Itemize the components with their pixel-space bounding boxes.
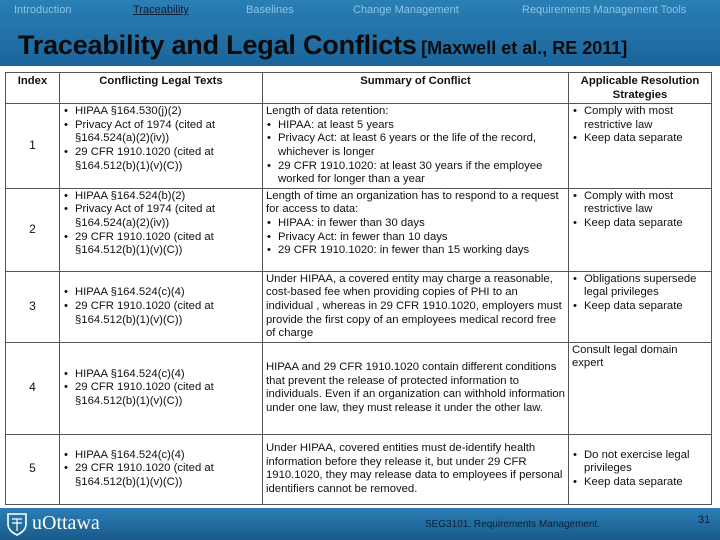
legal-texts-cell: [60, 342, 263, 434]
legal-text-item: • Privacy Act of 1974 (cited at §164.524(a)(2)(iv)): [63, 119, 259, 146]
summary-item: • HIPAA: in fewer than 30 days: [266, 217, 565, 231]
legal-conflicts-table: [5, 72, 712, 505]
legal-text-item: • 29 CFR 1910.1020 (cited at §164.512(b)(1)(v)(C)): [63, 381, 259, 408]
table-row: [6, 271, 712, 342]
row-index: 2: [6, 188, 60, 271]
legal-texts-cell: [60, 271, 263, 342]
legal-text-item: • HIPAA §164.524(c)(4): [63, 286, 259, 300]
legal-texts-cell: [60, 434, 263, 504]
nav-baselines[interactable]: Baselines: [246, 4, 294, 16]
strategy-item: • Keep data separate: [572, 300, 708, 314]
row-index: 1: [6, 104, 60, 189]
legal-texts-cell: [60, 188, 263, 271]
legal-text-item: • 29 CFR 1910.1020 (cited at §164.512(b)(1)(v)(C)): [63, 146, 259, 173]
summary-text: Length of data retention:: [266, 105, 389, 118]
table-row: [6, 342, 712, 434]
strategies-cell: [569, 434, 712, 504]
table-header-row: [6, 73, 712, 104]
legal-text-item: • 29 CFR 1910.1020 (cited at §164.512(b)(1)(v)(C)): [63, 462, 259, 489]
legal-text-item: • 29 CFR 1910.1020 (cited at §164.512(b)(1)(v)(C)): [63, 231, 259, 258]
strategy-item: • Keep data separate: [572, 476, 708, 490]
legal-text-item: • HIPAA §164.524(b)(2): [63, 190, 259, 204]
header-summary-of-conflict: Summary of Conflict: [263, 73, 569, 104]
strategy-item: • Keep data separate: [572, 132, 708, 146]
legal-text-item: • HIPAA §164.524(c)(4): [63, 449, 259, 463]
table-row: [6, 434, 712, 504]
strategies-cell: [569, 188, 712, 271]
section-nav: [0, 0, 720, 22]
legal-text-item: • HIPAA §164.524(c)(4): [63, 368, 259, 382]
slide-footer: [0, 508, 720, 540]
header-index: Index: [6, 73, 60, 104]
summary-cell: [263, 271, 569, 342]
nav-traceability[interactable]: Traceability: [133, 4, 189, 16]
strategy-item: • Comply with most restrictive law: [572, 190, 708, 217]
legal-texts-cell: [60, 104, 263, 189]
slide-title: [18, 30, 627, 61]
summary-cell: [263, 188, 569, 271]
legal-text-item: • 29 CFR 1910.1020 (cited at §164.512(b)(1)(v)(C)): [63, 300, 259, 327]
page-number: 31: [698, 514, 711, 526]
uottawa-shield-icon: [6, 512, 28, 536]
summary-text: Under HIPAA, a covered entity may charge a reasonable, cost-based fee when providing copies of PHI to an individual , whereas in 29 CFR 1910.1020, employers must provide the first copy of an employees medical record free of charge: [266, 272, 562, 340]
row-index: 3: [6, 271, 60, 342]
summary-cell: [263, 104, 569, 189]
strategy-item: • Keep data separate: [572, 217, 708, 231]
row-index: 5: [6, 434, 60, 504]
uottawa-logo: uOttawa: [32, 512, 100, 534]
summary-item: • 29 CFR 1910.1020: in fewer than 15 working days: [266, 244, 565, 258]
title-main: Traceability and Legal Conflicts: [18, 30, 417, 60]
header-conflicting-legal-texts: Conflicting Legal Texts: [60, 73, 263, 104]
strategy-item: • Comply with most restrictive law: [572, 105, 708, 132]
strategies-cell: [569, 271, 712, 342]
legal-text-item: • HIPAA §164.530(j)(2): [63, 105, 259, 119]
nav-change-management[interactable]: Change Management: [353, 4, 459, 16]
summary-text: Under HIPAA, covered entities must de-identify health information before they release it, but under 29 CFR 1910.1020, they may release data to employees if personal identifiers cannot be removed.: [266, 442, 563, 495]
summary-item: • Privacy Act: in fewer than 10 days: [266, 231, 565, 245]
nav-requirements-management-tools[interactable]: Requirements Management Tools: [522, 4, 687, 16]
slide-header: [0, 0, 720, 66]
summary-cell: [263, 342, 569, 434]
summary-text: HIPAA and 29 CFR 1910.1020 contain different conditions that prevent the release of protected information to individuals. Even if an organization can withhold information under one law, they must release it under the other law.: [266, 361, 565, 414]
strategy-item: • Do not exercise legal privileges: [572, 449, 708, 476]
title-citation: [Maxwell et al., RE 2011]: [421, 38, 628, 58]
summary-item: • HIPAA: at least 5 years: [266, 119, 565, 133]
header-resolution-strategies: Applicable Resolution Strategies: [569, 73, 712, 104]
strategy-text: Consult legal domain expert: [572, 343, 678, 370]
summary-item: • 29 CFR 1910.1020: at least 30 years if the employee worked for longer than a year: [266, 160, 565, 187]
table-row: [6, 188, 712, 271]
row-index: 4: [6, 342, 60, 434]
summary-text: Length of time an organization has to respond to a request for access to data:: [266, 189, 559, 216]
strategies-cell: [569, 104, 712, 189]
strategies-cell: [569, 342, 712, 434]
summary-item: • Privacy Act: at least 6 years or the life of the record, whichever is longer: [266, 132, 565, 159]
legal-text-item: • Privacy Act of 1974 (cited at §164.524(a)(2)(iv)): [63, 203, 259, 230]
course-label: SEG3101. Requirements Management.: [425, 519, 601, 530]
nav-introduction[interactable]: Introduction: [14, 4, 72, 16]
summary-cell: [263, 434, 569, 504]
table-row: [6, 104, 712, 189]
strategy-item: • Obligations supersede legal privileges: [572, 273, 708, 300]
